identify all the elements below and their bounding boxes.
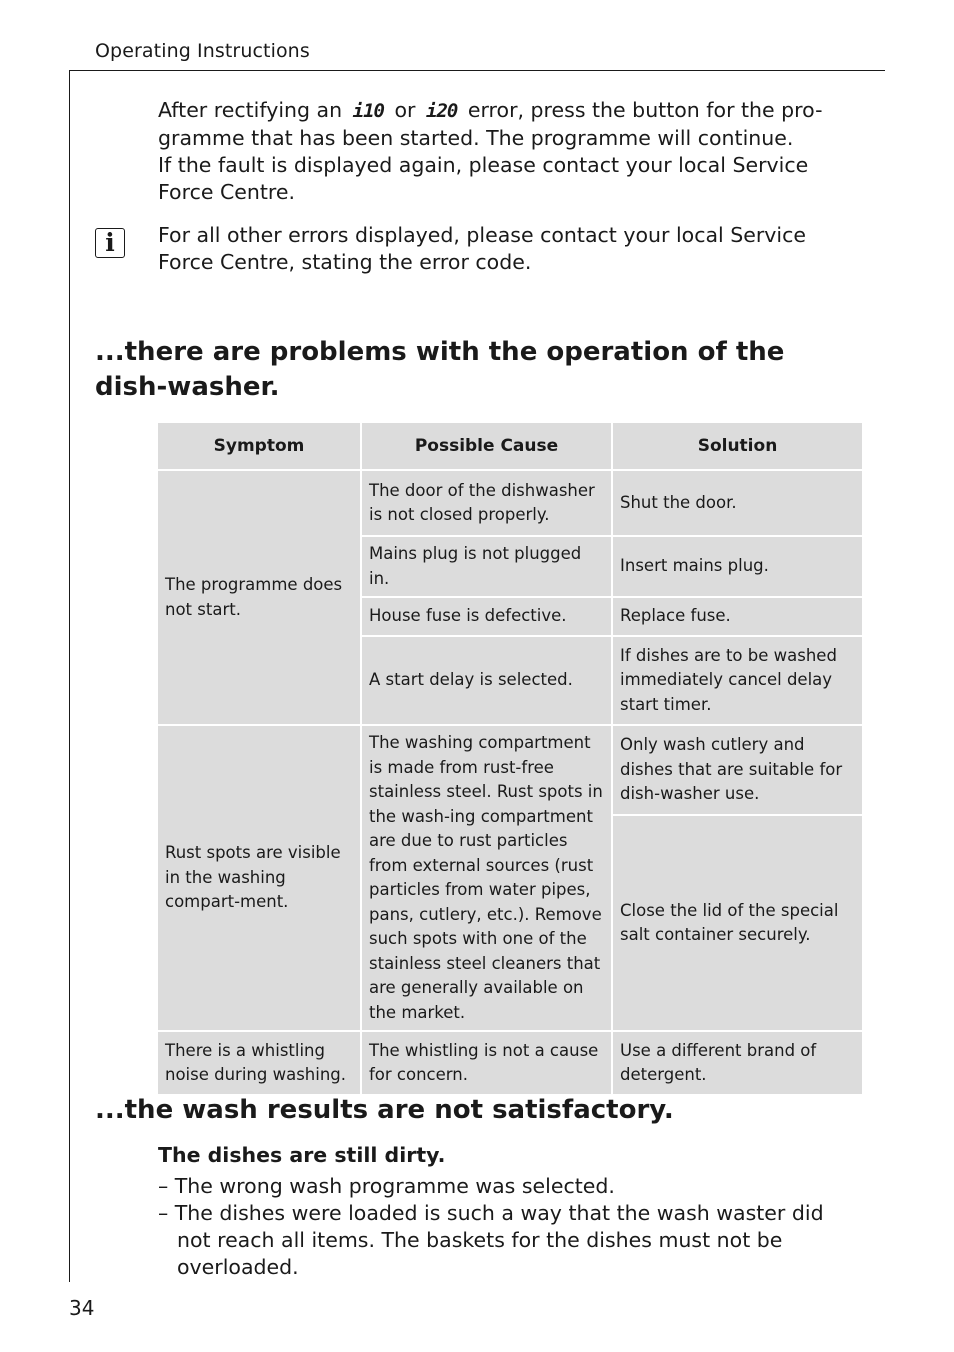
solution-cell: Use a different brand of detergent. <box>613 1032 862 1094</box>
table-row <box>158 726 862 814</box>
column-header-solution: Solution <box>613 423 862 469</box>
subheading-dishes-dirty: The dishes are still dirty. <box>158 1143 446 1167</box>
solution-cell: Replace fuse. <box>613 598 862 635</box>
cause-cell: House fuse is defective. <box>362 598 611 635</box>
header-rule <box>69 70 885 71</box>
table-row <box>158 471 862 535</box>
cause-cell: The whistling is not a cause for concern. <box>362 1032 611 1094</box>
solution-cell: Close the lid of the special salt container securely. <box>613 816 862 1030</box>
running-header: Operating Instructions <box>95 40 310 62</box>
page-number: 34 <box>69 1296 95 1320</box>
note-paragraph: For all other errors displayed, please contact your local Service Force Centre, stating the error code. <box>158 223 807 274</box>
troubleshooting-table <box>156 421 864 1096</box>
cause-cell: Mains plug is not plugged in. <box>362 537 611 596</box>
cause-cell: The door of the dishwasher is not closed properly. <box>362 471 611 535</box>
solution-cell: Insert mains plug. <box>613 537 862 596</box>
margin-rule <box>69 70 70 1282</box>
list-item: – The wrong wash programme was selected. <box>158 1174 615 1198</box>
solution-cell: Shut the door. <box>613 471 862 535</box>
section-heading-wash-results: ...the wash results are not satisfactory. <box>95 1095 674 1125</box>
column-header-symptom: Symptom <box>158 423 360 469</box>
cause-cell: A start delay is selected. <box>362 637 611 724</box>
intro-text-or: or <box>394 98 416 122</box>
column-header-cause: Possible Cause <box>362 423 611 469</box>
symptom-cell: Rust spots are visible in the washing compart-ment. <box>158 726 360 1030</box>
cause-list <box>158 1173 848 1281</box>
symptom-cell: The programme does not start. <box>158 471 360 724</box>
cause-cell: The washing compartment is made from rust-free stainless steel. Rust spots in the wash-ing compartment are due to rust particles from external sources (rust particles from water pipes, pans, cutlery, etc.). Remove such spots with one of the stainless steel cleaners that are generally available on the market. <box>362 726 611 1030</box>
error-code-i10: i10 <box>352 100 384 122</box>
section-heading-operation-problems: ...there are problems with the operation of the dish-washer. <box>95 337 785 402</box>
intro-contact-text: If the fault is displayed again, please contact your local Service Force Centre. <box>158 153 809 204</box>
table-row <box>158 1032 862 1094</box>
info-icon: i <box>95 228 125 258</box>
table-header-row <box>158 423 862 469</box>
intro-paragraph <box>158 97 858 206</box>
intro-text-before: After rectifying an <box>158 98 343 122</box>
intro-text-after: error, press the button for the pro-gramme that has been started. The programme will continue. <box>158 98 823 150</box>
solution-cell: Only wash cutlery and dishes that are suitable for dish-washer use. <box>613 726 862 814</box>
list-item: – The dishes were loaded is such a way that the wash waster did not reach all items. The baskets for the dishes must not be overloaded. <box>158 1201 824 1279</box>
error-code-i20: i20 <box>426 100 458 122</box>
solution-cell: If dishes are to be washed immediately cancel delay start timer. <box>613 637 862 724</box>
symptom-cell: There is a whistling noise during washing. <box>158 1032 360 1094</box>
